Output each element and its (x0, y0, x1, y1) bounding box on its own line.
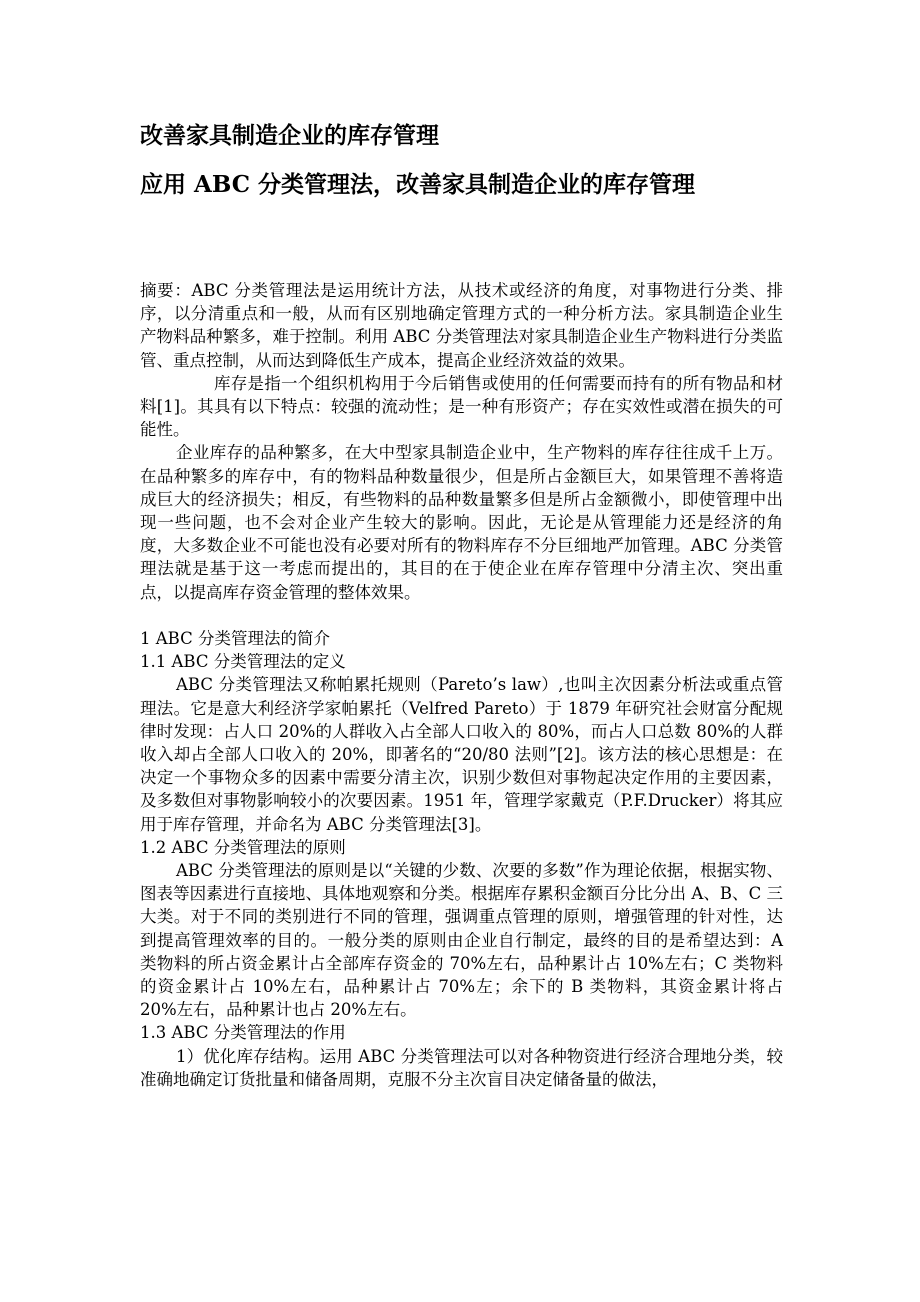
definition-paragraph: ABC 分类管理法又称帕累托规则（Pareto’s law）,也叫主次因素分析法或重点管理法。它是意大利经济学家帕累托（Velfred Pareto）于 1879 年研究社会财富分配规律时发现：占人口 20%的人群收入占全部人口收入的 80%，而占人口总数 80%的人群收入却占全部人口收入的 20%，即著名的“20/80 法则”[2]。该方法的核心思想是：在决定一个事物众多的因素中需要分清主次，识别少数但对事物起决定作用的主要因素，及多数但对事物影响较小的次要因素。1951 年，管理学家戴克（P.F.Drucker）将其应用于库存管理，并命名为 ABC 分类管理法[3]。 (140, 675, 783, 834)
document-title: 改善家具制造企业的库存管理 (140, 122, 439, 149)
principle-paragraph: ABC 分类管理法的原则是以“关键的少数、次要的多数”作为理论依据，根据实物、图表等因素进行直接地、具体地观察和分类。根据库存累积金额百分比分出 A、B、C 三大类。对于不同的类别进行不同的管理，强调重点管理的原则，增强管理的针对性，达到提高管理效率的目的。一般分类的原则由企业自行制定，最终的目的是希望达到：A 类物料的所占资金累计占全部库存资金的 70%左右，品种累计占 10%左右；C 类物料的资金累计占 10%左右，品种累计占 70%左；余下的 B 类物料，其资金累计将占 20%左右，品种累计也占 20%左右。 (140, 861, 783, 1020)
function-paragraph: 1）优化库存结构。运用 ABC 分类管理法可以对各种物资进行经济合理地分类，较准确地确定订货批量和储备周期，克服不分主次盲目决定储备量的做法， (140, 1046, 783, 1089)
document-body (140, 279, 783, 1091)
inventory-variety-paragraph: 企业库存的品种繁多，在大中型家具制造企业中，生产物料的库存往往成千上万。在品种繁多的库存中，有的物料品种数量很少，但是所占金额巨大，如果管理不善将造成巨大的经济损失；相反，有些物料的品种数量繁多但是所占金额微小，即使管理中出现一些问题，也不会对企业产生较大的影响。因此，无论是从管理能力还是经济的角度，大多数企业不可能也没有必要对所有的物料库存不分巨细地严加管理。ABC 分类管理法就是基于这一考虑而提出的，其目的在于使企业在库存管理中分清主次、突出重点，以提高库存资金管理的整体效果。 (140, 443, 783, 602)
subsection-heading: 1.1 ABC 分类管理法的定义 (140, 652, 346, 672)
inventory-definition-paragraph: 库存是指一个组织机构用于今后销售或使用的任何需要而持有的所有物品和材料[1]。其具有以下特点：较强的流动性；是一种有形资产；存在实效性或潜在损失的可能性。 (140, 373, 783, 440)
paragraph-spacer (140, 604, 783, 627)
subsection-heading: 1.3 ABC 分类管理法的作用 (140, 1023, 346, 1043)
section-heading: 1 ABC 分类管理法的简介 (140, 629, 330, 649)
abstract-paragraph: 摘要：ABC 分类管理法是运用统计方法，从技术或经济的角度，对事物进行分类、排序，以分清重点和一般，从而有区别地确定管理方式的一种分析方法。家具制造企业生产物料品种繁多，难于控制。利用 ABC 分类管理法对家具制造企业生产物料进行分类监管、重点控制，从而达到降低生产成本，提高企业经济效益的效果。 (140, 281, 783, 370)
subsection-heading: 1.2 ABC 分类管理法的原则 (140, 837, 346, 857)
document-subtitle: 应用 ABC 分类管理法，改善家具制造企业的库存管理 (140, 171, 696, 198)
